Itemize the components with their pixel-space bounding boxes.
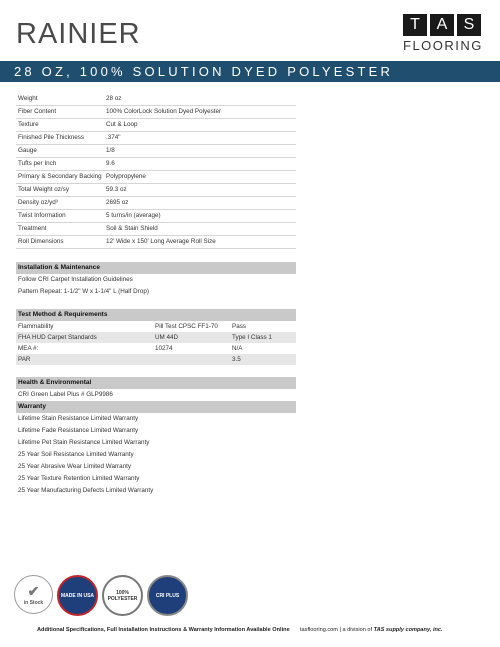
- test-method: UM 44D: [155, 334, 179, 341]
- spec-value: 59.3 oz: [104, 184, 296, 197]
- badge-text: in Stock: [23, 600, 44, 606]
- certification-badges: [14, 575, 188, 615]
- spec-label: Density oz/yd³: [16, 197, 104, 210]
- warranty-line: Lifetime Fade Resistance Limited Warranty: [18, 427, 139, 434]
- spec-row: [16, 106, 296, 119]
- spec-value: 100% ColorLock Solution Dyed Polyester: [104, 106, 296, 119]
- badge-text: 100% POLYESTER: [107, 589, 138, 602]
- test-method: [155, 354, 232, 365]
- spec-value: 28 oz: [104, 93, 296, 106]
- spec-value: .374": [104, 132, 296, 145]
- test-row: [16, 354, 296, 365]
- spec-row: [16, 236, 296, 249]
- spec-value: 2695 oz: [104, 197, 296, 210]
- spec-row: [16, 145, 296, 158]
- footer-website: tasflooring.com | a division of: [300, 627, 373, 633]
- test-name: PAR: [18, 356, 31, 363]
- spec-row: [16, 93, 296, 106]
- spec-row: [16, 210, 296, 223]
- logo-letter-a: A: [430, 14, 454, 36]
- product-title: RAINIER: [16, 18, 141, 50]
- check-icon: ✔: [27, 583, 40, 599]
- spec-label: Total Weight oz/sy: [16, 184, 104, 197]
- product-banner: [0, 61, 500, 82]
- spec-value: 1/8: [104, 145, 296, 158]
- spec-value: 5 turns/in (average): [104, 210, 296, 223]
- warranty-line: Lifetime Pet Stain Resistance Limited Warranty: [18, 439, 150, 446]
- spec-row: [16, 119, 296, 132]
- test-method: Pill Test CPSC FF1-70: [155, 323, 218, 330]
- badge-text: CRI PLUS: [155, 592, 180, 599]
- logo-letter-s: S: [457, 14, 481, 36]
- installation-section: [16, 262, 296, 298]
- footer-note: Additional Specifications, Full Installation Instructions & Warranty Information Available Online: [37, 627, 290, 633]
- test-result: N/A: [232, 345, 243, 352]
- spec-value: 12' Wide x 150' Long Average Roll Size: [104, 236, 296, 249]
- warranty-line: 25 Year Texture Retention Limited Warranty: [18, 475, 140, 482]
- health-heading: Health & Environmental: [16, 377, 296, 389]
- warranty-line: 25 Year Abrasive Wear Limited Warranty: [18, 463, 132, 470]
- spec-row: [16, 171, 296, 184]
- test-result: Type I Class 1: [232, 334, 272, 341]
- warranty-section: [16, 401, 296, 497]
- test-name: FHA HUD Carpet Standards: [18, 334, 97, 341]
- spec-label: Texture: [16, 119, 104, 132]
- test-method: 10274: [155, 345, 173, 352]
- in-stock-badge: [14, 575, 53, 614]
- logo-letter-t: T: [403, 14, 427, 36]
- spec-row: [16, 184, 296, 197]
- spec-label: Twist Information: [16, 210, 104, 223]
- spec-row: [16, 158, 296, 171]
- spec-label: Finished Pile Thickness: [16, 132, 104, 145]
- cri-green-label-badge: [147, 575, 188, 616]
- health-line: CRI Green Label Plus # GLP9986: [18, 391, 113, 398]
- warranty-line: Lifetime Stain Resistance Limited Warranty: [18, 415, 139, 422]
- spec-value: Cut & Loop: [104, 119, 296, 132]
- test-heading: Test Method & Requirements: [16, 309, 296, 321]
- warranty-line: 25 Year Soil Resistance Limited Warranty: [18, 451, 134, 458]
- test-result: Pass: [232, 323, 246, 330]
- spec-label: Weight: [16, 93, 104, 106]
- spec-value: Soil & Stain Shield: [104, 223, 296, 236]
- spec-row: [16, 132, 296, 145]
- logo-subtitle: FLOORING: [403, 38, 483, 53]
- spec-label: Tufts per Inch: [16, 158, 104, 171]
- made-in-usa-badge: [57, 575, 98, 616]
- badge-text: MADE IN USA: [60, 592, 95, 599]
- spec-label: Primary & Secondary Backing: [16, 171, 104, 184]
- spec-label: Fiber Content: [16, 106, 104, 119]
- tas-flooring-logo: [403, 14, 485, 54]
- spec-row: [16, 197, 296, 210]
- test-section: [16, 309, 296, 365]
- installation-heading: Installation & Maintenance: [16, 262, 296, 274]
- warranty-line: 25 Year Manufacturing Defects Limited Warranty: [18, 487, 154, 494]
- spec-label: Gauge: [16, 145, 104, 158]
- warranty-heading: Warranty: [16, 401, 296, 413]
- spec-table: [16, 93, 296, 249]
- banner-text: 28 OZ, 100% SOLUTION DYED POLYESTER: [14, 64, 394, 79]
- installation-line: Pattern Repeat: 1-1/2" W x 1-1/4" L (Half Drop): [18, 288, 149, 295]
- test-row: [16, 343, 296, 354]
- test-row: [16, 321, 296, 332]
- polyester-badge: [102, 575, 143, 616]
- spec-value: 9.6: [104, 158, 296, 171]
- footer-brand: TAS supply company, inc.: [373, 627, 443, 633]
- spec-row: [16, 223, 296, 236]
- spec-label: Treatment: [16, 223, 104, 236]
- test-row: [16, 332, 296, 343]
- spec-value: Polypropylene: [104, 171, 296, 184]
- installation-line: Follow CRI Carpet Installation Guidelines: [18, 276, 133, 283]
- test-name: Flammability: [18, 323, 54, 330]
- spec-label: Roll Dimensions: [16, 236, 104, 249]
- test-name: MEA #:: [18, 345, 39, 352]
- footer-right: [300, 627, 443, 633]
- test-result: 3.5: [232, 356, 241, 363]
- health-section: [16, 377, 296, 401]
